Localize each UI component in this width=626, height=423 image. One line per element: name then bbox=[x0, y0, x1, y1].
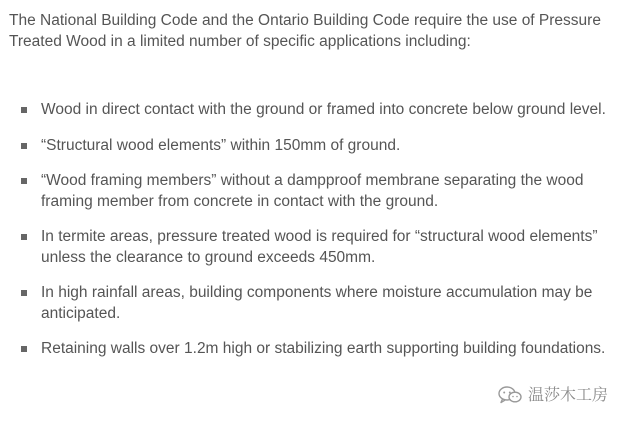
list-item bbox=[0, 136, 626, 157]
list-item bbox=[0, 283, 626, 324]
watermark-text: 温莎木工房 bbox=[527, 384, 608, 404]
wechat-icon bbox=[498, 386, 522, 404]
watermark bbox=[498, 385, 608, 406]
square-bullet-icon bbox=[21, 107, 27, 113]
list-item bbox=[0, 227, 626, 268]
intro-paragraph: The National Building Code and the Ontario Building Code require the use of Pressure Treated Wood in a limited number of specific applications including: bbox=[9, 12, 601, 50]
list-item bbox=[0, 339, 626, 360]
list-item-text: “Structural wood elements” within 150mm of ground. bbox=[41, 136, 401, 154]
list-item-text: “Wood framing members” without a dampproof membrane separating the wood framing member from concrete in contact with the ground. bbox=[41, 172, 584, 210]
list-item bbox=[0, 171, 626, 212]
list-item-text: In termite areas, pressure treated wood is required for “structural wood elements” unless the clearance to ground exceeds 450mm. bbox=[41, 228, 598, 266]
list-item-text: In high rainfall areas, building components where moisture accumulation may be anticipated. bbox=[41, 284, 593, 322]
requirements-list bbox=[0, 100, 626, 375]
square-bullet-icon bbox=[21, 234, 27, 240]
list-item-text: Wood in direct contact with the ground or framed into concrete below ground level. bbox=[41, 101, 606, 118]
list-item-text: Retaining walls over 1.2m high or stabilizing earth supporting building foundations. bbox=[41, 340, 606, 357]
list-item bbox=[0, 100, 626, 121]
square-bullet-icon bbox=[21, 178, 27, 184]
square-bullet-icon bbox=[21, 346, 27, 352]
square-bullet-icon bbox=[21, 143, 27, 149]
square-bullet-icon bbox=[21, 290, 27, 296]
